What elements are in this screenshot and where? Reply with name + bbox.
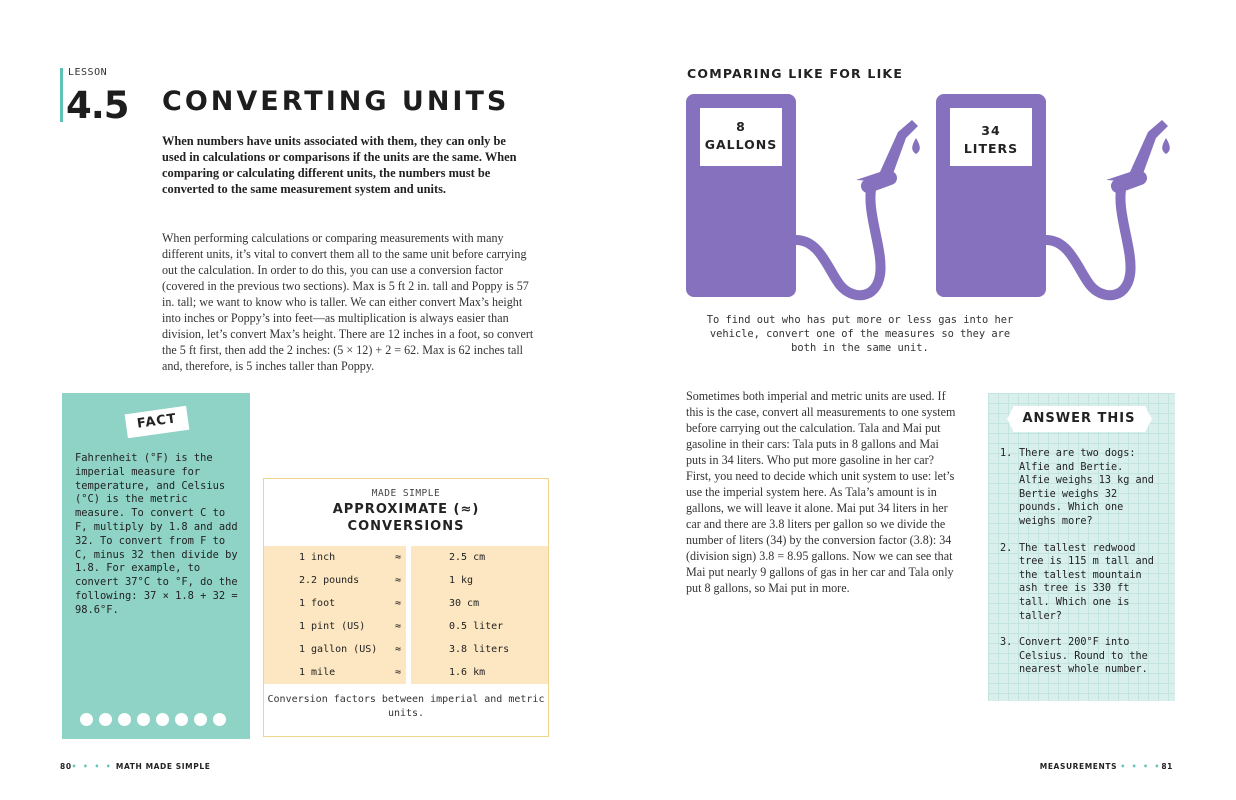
dot-icon — [99, 713, 112, 726]
comparing-heading: COMPARING LIKE FOR LIKE — [687, 66, 904, 81]
pump2-amount: 34 — [981, 123, 1001, 138]
conversions-caption: Conversion factors between imperial and metric units. — [267, 694, 545, 719]
dot-icon — [137, 713, 150, 726]
answer-questions — [1000, 447, 1160, 690]
question-number: 2. — [1000, 542, 1013, 554]
gas-pump-icon — [686, 94, 920, 297]
approx-sign: ≈ — [395, 621, 402, 632]
fact-tag: FACT — [125, 406, 190, 438]
page-number-right: 81 — [1161, 762, 1173, 771]
conversion-from: 1 pint (US) — [299, 621, 366, 632]
table-row — [264, 615, 548, 638]
conversions-title — [263, 501, 549, 535]
table-row — [264, 661, 548, 684]
lesson-title: CONVERTING UNITS — [162, 86, 510, 117]
lesson-number: 4.5 — [66, 84, 129, 127]
answer-tag-notch-right — [1145, 406, 1152, 432]
footer-left — [60, 762, 210, 771]
approx-sign: ≈ — [395, 644, 402, 655]
table-row — [264, 592, 548, 615]
page-number-left: 80 — [60, 762, 72, 771]
question-text: The tallest redwood tree is 115 m tall and the tallest mountain ash tree is 330 ft tall. Which one is taller? — [1019, 542, 1154, 622]
table-row — [264, 546, 548, 569]
dot-icon — [213, 713, 226, 726]
body-paragraph-right: Sometimes both imperial and metric units are used. If this is the case, convert all measurements to one system before carrying out the calculation. Tala and Mai put gasoline in their cars: Tala puts in 8 gallons and Mai puts in 34 liters. Who put more gasoline in her car? First, you need to decide which unit system to use: let’s use the imperial system here. As Tala’s amount is in gallons, we will leave it alone. Mai put 34 liters in her car and there are 3.8 liters per gallon so we divide the number of liters (34) by the conversion factor (3.8): 34 (division sign) 3.8 = 8.95 gallons. Now we can see that Mai put nearly 9 gallons of gas in her car and Tala only put 8 gallons, so Mai put in more. — [686, 389, 956, 595]
footer-book-title: MATH MADE SIMPLE — [115, 762, 211, 771]
conversions-table — [264, 546, 548, 684]
list-item — [1000, 542, 1160, 624]
pumps-caption: To find out who has put more or less gas into her vehicle, convert one of the measures so they are both in the same unit. — [706, 314, 1014, 354]
table-row — [264, 569, 548, 592]
conversion-from: 1 inch — [299, 552, 336, 563]
conversion-to: 2.5 cm — [411, 546, 548, 569]
approx-sign: ≈ — [395, 575, 402, 586]
footer-dots: • • • • — [1120, 762, 1162, 771]
pump2-unit: LITERS — [963, 141, 1019, 156]
lesson-accent-bar — [60, 68, 63, 122]
conversion-from: 1 gallon (US) — [299, 644, 378, 655]
body-paragraph-left: When performing calculations or comparing measurements with many different units, it’s vital to convert them all to the same unit before carrying out the calculation. In order to do this, you can use a conversion factor (covered in the previous two sections). Max is 5 ft 2 in. tall and Poppy is 57 in. tall; we want to know who is taller. We can either convert Max’s height into inches or Poppy’s into feet—as multiplication is always easier than division, let’s convert Max’s height. There are 12 inches in a foot, so convert the 5 ft first, then add the 2 inches: (5 × 12) + 2 = 62. Max is 62 inches tall and, therefore, is 5 inches taller than Poppy. — [162, 231, 534, 373]
fact-dots — [80, 713, 226, 726]
fact-text: Fahrenheit (°F) is the imperial measure for temperature, and Celsius (°C) is the metric measure. To convert C to F, multiply by 1.8 and add 32. To convert from F to C, minus 32 then divide by 1.8. For example, to convert 37°C to °F, do the following: 37 × 1.8 + 32 = 98.6°F. — [75, 452, 238, 616]
list-item — [1000, 636, 1160, 677]
conversion-from: 1 foot — [299, 598, 336, 609]
conversion-to: 3.8 liters — [411, 638, 548, 661]
conversion-from: 1 mile — [299, 667, 336, 678]
dot-icon — [80, 713, 93, 726]
lesson-label: LESSON — [68, 67, 108, 78]
conversions-title-line2: CONVERSIONS — [347, 519, 465, 534]
footer-dots: • • • • — [71, 762, 113, 771]
table-row — [264, 638, 548, 661]
question-number: 3. — [1000, 637, 1013, 649]
intro-paragraph: When numbers have units associated with them, they can only be used in calculations or comparisons if the units are the same. When comparing or calculating different units, the numbers must be converted to the same measurement system and units. — [162, 134, 517, 196]
answer-tag: ANSWER THIS — [1013, 406, 1145, 432]
dot-icon — [194, 713, 207, 726]
approx-sign: ≈ — [395, 598, 402, 609]
conversion-to: 1.6 km — [411, 661, 548, 684]
conversion-from: 2.2 pounds — [299, 575, 360, 586]
pump1-unit: GALLONS — [704, 137, 778, 152]
dot-icon — [175, 713, 188, 726]
footer-right — [1040, 762, 1173, 771]
approx-sign: ≈ — [395, 552, 402, 563]
pump1-amount: 8 — [736, 119, 746, 134]
conversions-title-line1: APPROXIMATE (≈) — [332, 502, 480, 517]
question-text: There are two dogs: Alfie and Bertie. Alfie weighs 13 kg and Bertie weighs 32 pounds. Which one weighs more? — [1019, 448, 1154, 527]
approx-sign: ≈ — [395, 667, 402, 678]
conversion-to: 1 kg — [411, 569, 548, 592]
question-text: Convert 200°F into Celsius. Round to the nearest whole number. — [1019, 637, 1148, 676]
dot-icon — [156, 713, 169, 726]
conversion-to: 30 cm — [411, 592, 548, 615]
conversions-kicker: MADE SIMPLE — [371, 488, 441, 499]
conversion-to: 0.5 liter — [411, 615, 548, 638]
list-item — [1000, 447, 1160, 529]
dot-icon — [118, 713, 131, 726]
question-number: 1. — [1000, 448, 1013, 459]
gas-pump-icon — [936, 94, 1170, 297]
footer-chapter-title: MEASUREMENTS — [1039, 762, 1118, 771]
gas-pumps-illustration — [680, 90, 1190, 305]
